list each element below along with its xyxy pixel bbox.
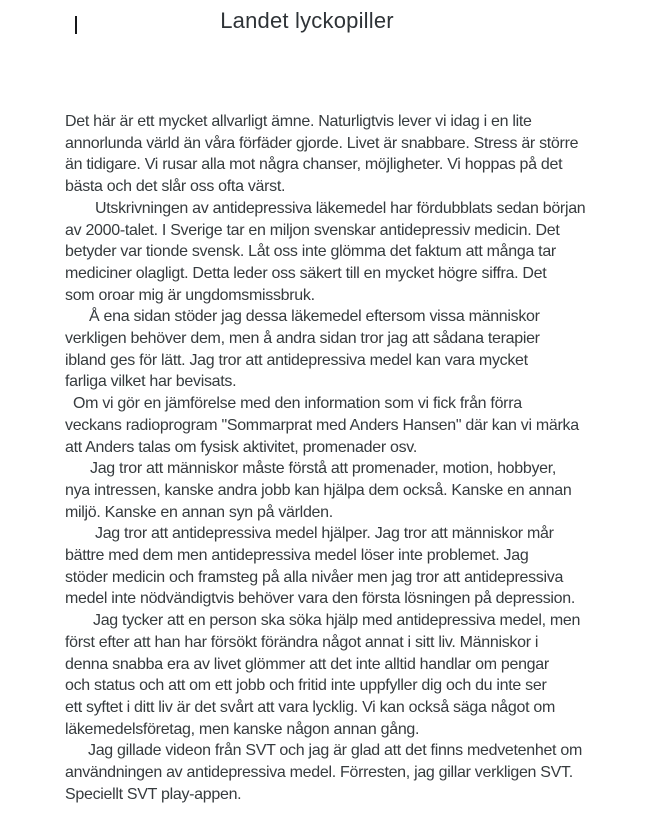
- text-line[interactable]: nya intressen, kanske andra jobb kan hjälpa dem också. Kanske en annan: [65, 481, 572, 499]
- text-line[interactable]: att Anders talas om fysisk aktivitet, promenader osv.: [65, 438, 417, 456]
- paragraph[interactable]: [65, 111, 625, 198]
- text-line[interactable]: stöder medicin och framsteg på alla nivåer men jag tror att antidepressiva: [65, 568, 564, 586]
- text-line[interactable]: Jag gillade videon från SVT och jag är glad att det finns medvetenhet om: [88, 742, 582, 760]
- paragraph[interactable]: [65, 523, 625, 610]
- text-line[interactable]: Å ena sidan stöder jag dessa läkemedel eftersom vissa människor: [89, 308, 540, 326]
- text-line[interactable]: Jag tror att människor måste förstå att promenader, motion, hobbyer,: [90, 460, 557, 478]
- text-line[interactable]: denna snabba era av livet glömmer att det inte alltid handlar om pengar: [65, 655, 549, 673]
- text-line[interactable]: veckans radioprogram "Sommarprat med Anders Hansen" där kan vi märka: [65, 416, 579, 434]
- text-line[interactable]: Utskrivningen av antidepressiva läkemedel har fördubblats sedan början: [95, 199, 586, 217]
- text-line[interactable]: ett syftet i ditt liv är det svårt att vara lycklig. Vi kan också säga något om: [65, 698, 556, 716]
- document-body[interactable]: [65, 111, 625, 806]
- text-line[interactable]: farliga vilket har bevisats.: [65, 373, 237, 391]
- text-line[interactable]: medel inte nödvändigtvis behöver vara den första lösningen på depression.: [65, 590, 575, 608]
- text-line[interactable]: annorlunda värld än våra förfäder gjorde. Livet är snabbare. Stress är större: [65, 134, 579, 152]
- text-line[interactable]: Jag tror att antidepressiva medel hjälper. Jag tror att människor mår: [95, 525, 554, 543]
- document-title[interactable]: Landet lyckopiller: [220, 8, 394, 33]
- paragraph[interactable]: [65, 393, 625, 458]
- text-line[interactable]: än tidigare. Vi rusar alla mot några chanser, möjligheter. Vi hoppas på det: [65, 156, 563, 174]
- text-line[interactable]: mediciner olagligt. Detta leder oss säkert till en mycket högre siffra. Det: [65, 264, 547, 282]
- paragraph[interactable]: [65, 198, 625, 307]
- paragraph[interactable]: [65, 740, 625, 805]
- paragraph[interactable]: [65, 610, 625, 740]
- text-line[interactable]: Jag tycker att en person ska söka hjälp med antidepressiva medel, men: [93, 612, 581, 630]
- text-line[interactable]: som oroar mig är ungdomsmissbruk.: [65, 286, 315, 304]
- text-line[interactable]: läkemedelsföretag, men kanske någon annan gång.: [65, 720, 420, 738]
- text-line[interactable]: ibland ges för lätt. Jag tror att antidepressiva medel kan vara mycket: [65, 351, 528, 369]
- text-line[interactable]: användningen av antidepressiva medel. Förresten, jag gillar verkligen SVT.: [65, 764, 573, 782]
- text-line[interactable]: först efter att han har försökt förändra något annat i sitt liv. Människor i: [65, 633, 539, 651]
- text-line[interactable]: Om vi gör en jämförelse med den information som vi fick från förra: [73, 395, 522, 413]
- paragraph[interactable]: [65, 306, 625, 393]
- text-line[interactable]: bättre med dem men antidepressiva medel löser inte problemet. Jag: [65, 547, 529, 565]
- text-line[interactable]: Det här är ett mycket allvarligt ämne. Naturligtvis lever vi idag i en lite: [65, 113, 532, 130]
- paragraph[interactable]: [65, 458, 625, 523]
- text-line[interactable]: miljö. Kanske en annan syn på världen.: [65, 503, 333, 521]
- text-line[interactable]: av 2000-talet. I Sverige tar en miljon svenskar antidepressiv medicin. Det: [65, 221, 560, 239]
- text-line[interactable]: och status och att om ett jobb och fritid inte uppfyller dig och du inte ser: [65, 677, 547, 695]
- text-line[interactable]: verkligen behöver dem, men å andra sidan tror jag att sådana terapier: [65, 330, 540, 348]
- text-line[interactable]: betyder var tionde svensk. Låt oss inte glömma det faktum att många tar: [65, 243, 556, 261]
- text-line[interactable]: bästa och det slår oss ofta värst.: [65, 178, 286, 196]
- text-line[interactable]: Speciellt SVT play-appen.: [65, 785, 242, 803]
